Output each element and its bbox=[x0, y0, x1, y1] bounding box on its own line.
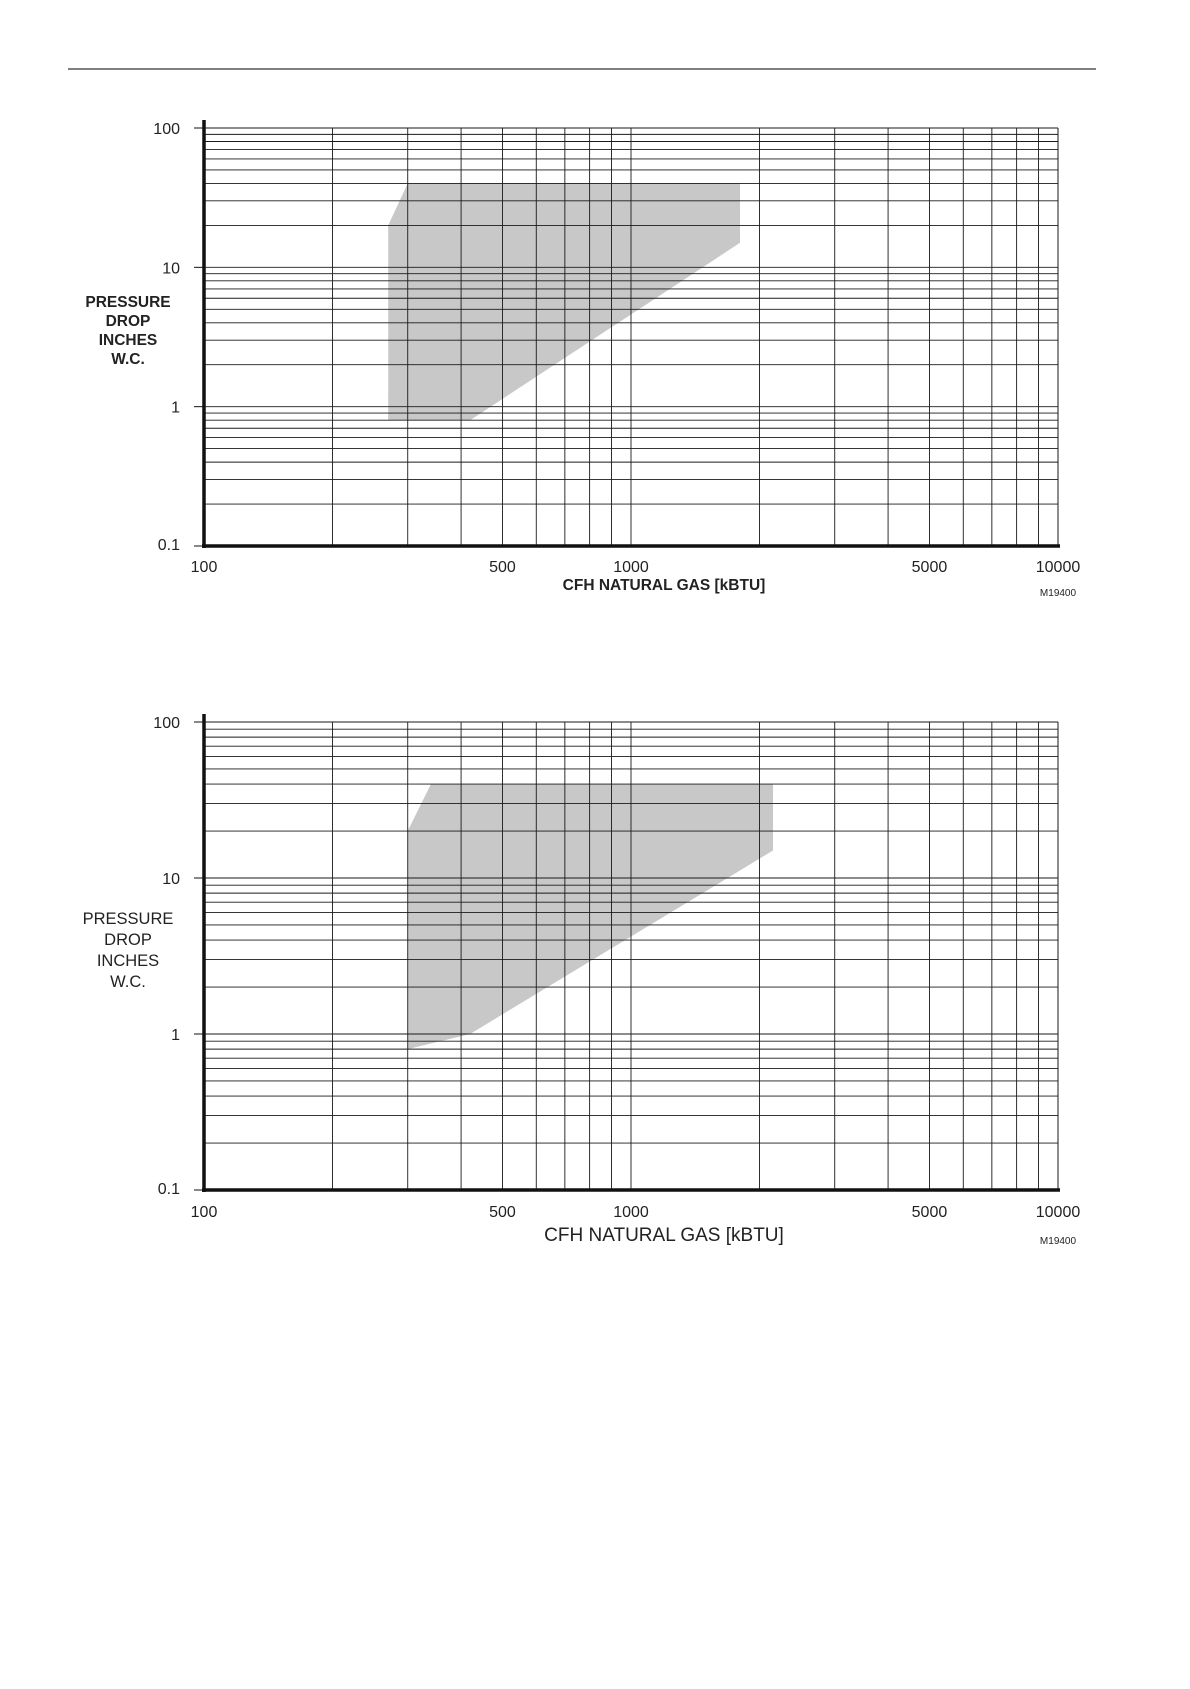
y-axis-label-line: W.C. bbox=[110, 973, 146, 991]
y-axis-label-line: W.C. bbox=[111, 351, 145, 368]
x-tick-label: 500 bbox=[489, 1204, 516, 1221]
y-axis-label-line: PRESSURE bbox=[82, 910, 174, 928]
y-axis-label-line: INCHES bbox=[96, 952, 160, 970]
x-axis-label: CFH NATURAL GAS [kBTU] bbox=[562, 577, 766, 594]
y-tick-label: 0.1 bbox=[157, 537, 180, 554]
y-axis-label-line: DROP bbox=[105, 313, 151, 330]
x-tick-label: 5000 bbox=[911, 1204, 948, 1221]
x-tick-label: 10000 bbox=[1035, 1204, 1081, 1221]
x-axis-label: CFH NATURAL GAS [kBTU] bbox=[544, 1225, 784, 1246]
y-axis-label-line: INCHES bbox=[98, 332, 158, 349]
figure-id: M19400 bbox=[1039, 588, 1077, 599]
x-tick-label: 1000 bbox=[613, 559, 649, 576]
y-tick-label: 100 bbox=[153, 121, 180, 138]
pressure-drop-chart-2 bbox=[83, 714, 1081, 1247]
pressure-drop-chart-1 bbox=[85, 120, 1080, 599]
y-tick-label: 1 bbox=[171, 399, 180, 417]
y-axis-label-line: DROP bbox=[104, 931, 152, 949]
grid-layer bbox=[204, 128, 1058, 546]
figure-id: M19400 bbox=[1039, 1236, 1077, 1247]
operating-range-region bbox=[408, 784, 773, 1049]
x-tick-label: 500 bbox=[489, 559, 516, 576]
operating-region-layer bbox=[388, 183, 740, 420]
y-tick-label: 10 bbox=[162, 260, 180, 278]
x-tick-label: 1000 bbox=[613, 1204, 649, 1221]
x-tick-label: 5000 bbox=[911, 559, 948, 576]
x-tick-label: 100 bbox=[190, 1204, 218, 1221]
y-tick-label: 100 bbox=[153, 715, 180, 732]
x-tick-label: 100 bbox=[190, 559, 218, 576]
y-tick-label: 0.1 bbox=[157, 1181, 180, 1198]
operating-region-layer bbox=[408, 784, 773, 1049]
operating-range-region bbox=[388, 183, 740, 420]
y-axis-label-line: PRESSURE bbox=[85, 294, 171, 311]
y-tick-label: 10 bbox=[162, 871, 180, 888]
y-tick-label: 1 bbox=[171, 1027, 180, 1044]
grid-layer bbox=[204, 722, 1058, 1190]
x-tick-label: 10000 bbox=[1035, 559, 1081, 576]
